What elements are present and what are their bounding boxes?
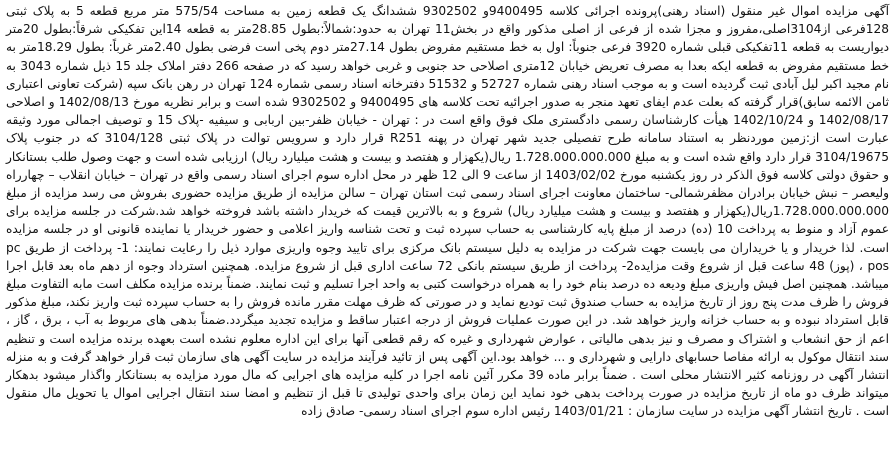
notice-body: آگهی مزایده اموال غیر منقول (اسناد رهنی)پرونده اجرائی کلاسه 9400495و 9302502 ششدانگ یک قطعه زمین به مساحت 575/54 متر مربع قطعه 5 به پلاک ثبتی 128فرعی از3104اصلی،مفروز و مجزا شده از فرعی از اصلی مذکور واقع در بخش11 تهران به حدود:شمالاً:بطول 28.85متر به قطعه 14این تفکیکی شرقاً:بطول 20متر دیواریست به قطعه 11تفکیکی قبلی شماره 3920 فرعی جنوباً: اول به خط مستقیم مفروض بطول 27.14متر دوم پخی است فرضی بطول 2.40متر غرباً: بطول 18.29متر به خط مستقیم مفروض به قطعه ایکه بعدا به مصرف تعریض خیابان 12متری اصلاحی حد جنوبی و غربی خواهد رسید که در صفحه 266 دفتر املاک جلد 15 ذیل شماره 3043 به نام مجید اکبر لیل آبادی ثبت گردیده است و به موجب اسناد رهنی شماره 52727 و 51532 دفترخانه اسناد رسمی شماره 124 تهران در رهن بانک سپه (شرکت تعاونی اعتباری ثامن الائمه سابق)قرار گرفته که بعلت عدم ایفای تعهد منجر به صدور اجرائیه تحت کلاسه های 9400495 و 9302502 شده است و برابر نظریه مورخ 1402/08/13 و اصلاحی 1402/08/17 و 1402/10/24 هیأت کارشناسان رسمی دادگستری ملک فوق واقع است در : تهران - خیابان ظفر-بین اربابی و سیفیه -پلاک 15 و توصیف اجمالی مورد وثیقه عبارت است از:زمین موردنظر به استناد سامانه طرح تفصیلی جدید شهر تهران در پهنه R251 قرار دارد و سرویس توالت در پلاک ثبتی 3104/128 که در جنوب پلاک 3104/19675 قرار دارد واقع شده است و به مبلغ 1.728.000.000.000 ریال(یکهزار و هفتصد و بیست و هشت میلیارد ریال) ارزیابی شده است و جهت وصول طلب بستانکار و حقوق دولتی کلاسه فوق الذکر در روز یکشنبه مورخ 1403/02/02 از ساعت 9 الی 12 ظهر در محل اداره سوم اجرای اسناد رسمی واقع در تهران – خیابان انقلاب – چهارراه ولیعصر – نبش خیابان برادران مظفرشمالی- ساختمان معاونت اجرای اسناد رسمی ثبت استان تهران – سالن مزایده از طریق مزایده حضوری بفروش می رسد مزایده از مبلغ 1.728.000.000.000ریال(یکهزار و هفتصد و بیست و هشت میلیارد ریال) شروع و به بالاترین قیمت که خریدار داشته باشد فروخته خواهد شد.شرکت در جلسه مزایده برای عموم آزاد و منوط به پرداخت 10 (ده) درصد از مبلغ پایه کارشناسی به حساب سپرده ثبت و تحت شناسه واریز اعلامی و حضور خریدار یا نماینده قانونی او در جلسه مزایده است. لذا خریدار و یا خریداران می بایست جهت شرکت در مزایده به دلیل سیستم بانک مرکزی برای تایید وجوه واریزی موارد ذیل را رعایت نمایند: 1- پرداخت از طریق pc pos ، (پوز) 48 ساعت قبل از شروع وقت مزایده2- پرداخت از طریق سیستم بانکی 72 ساعت اداری قبل از شروع مزایده. همچنین استرداد وجوه از دهم ماه بعد قابل اجرا میباشد. همچنین اصل فیش واریزی مبلغ ودیعه ده درصد بنام خود را به همراه درخواست کتبی به واحد اجرا تسلیم و ثبت نمایند. ضمناً برنده مزایده مکلف است مابه التفاوت مبلغ فروش را ظرف مدت پنج روز از تاریخ مزایده به حساب صندوق ثبت تودیع نماید و در صورتی که ظرف مهلت مقرر مانده فروش را به حساب سپرده ثبت واریز نکند، مبلغ مذکور قابل استرداد نبوده و به حساب خزانه واریز خواهد شد. در این صورت عملیات فروش از درجه اعتبار ساقط و مزایده تجدید میگردد.ضمناً بدهی های مربوط به آب ، برق ، گاز ، اعم از حق انشعاب و اشتراک و مصرف و نیز بدهی مالیاتی ، عوارض شهرداری و غیره که رقم قطعی آنها برای این اداره معلوم نشده است بعهده برنده مزایده است و تنظیم سند انتقال موکول به ارائه مفاصا حسابهای دارایی و شهرداری و ... خواهد بود.این آگهی پس از تائید فرآیند مزایده در سایت آگهی های سازمان ثبت قرار خواهد گرفت و به منزله انتشار آگهی در روزنامه کثیر الانتشار محلی است . ضمناً برابر ماده 39 مکرر آئین نامه اجرا در کلیه مزایده های اجرایی که مال مورد مزایده به بستانکار واگذار میشود بدهکار میتواند ظرف دو ماه از تاریخ مزایده در صورت پرداخت بدهی خود نماید این زمان برای واحدی تولیدی تا قبل از تنظیم و امضا سند انتقال اجرایی اموال یا تحویل مال منقول است . تاریخ انتشار آگهی مزایده در سایت سازمان : 1403/01/21 رئیس اداره سوم اجرای اسناد رسمی- صادق زاده [6, 4, 890, 419]
